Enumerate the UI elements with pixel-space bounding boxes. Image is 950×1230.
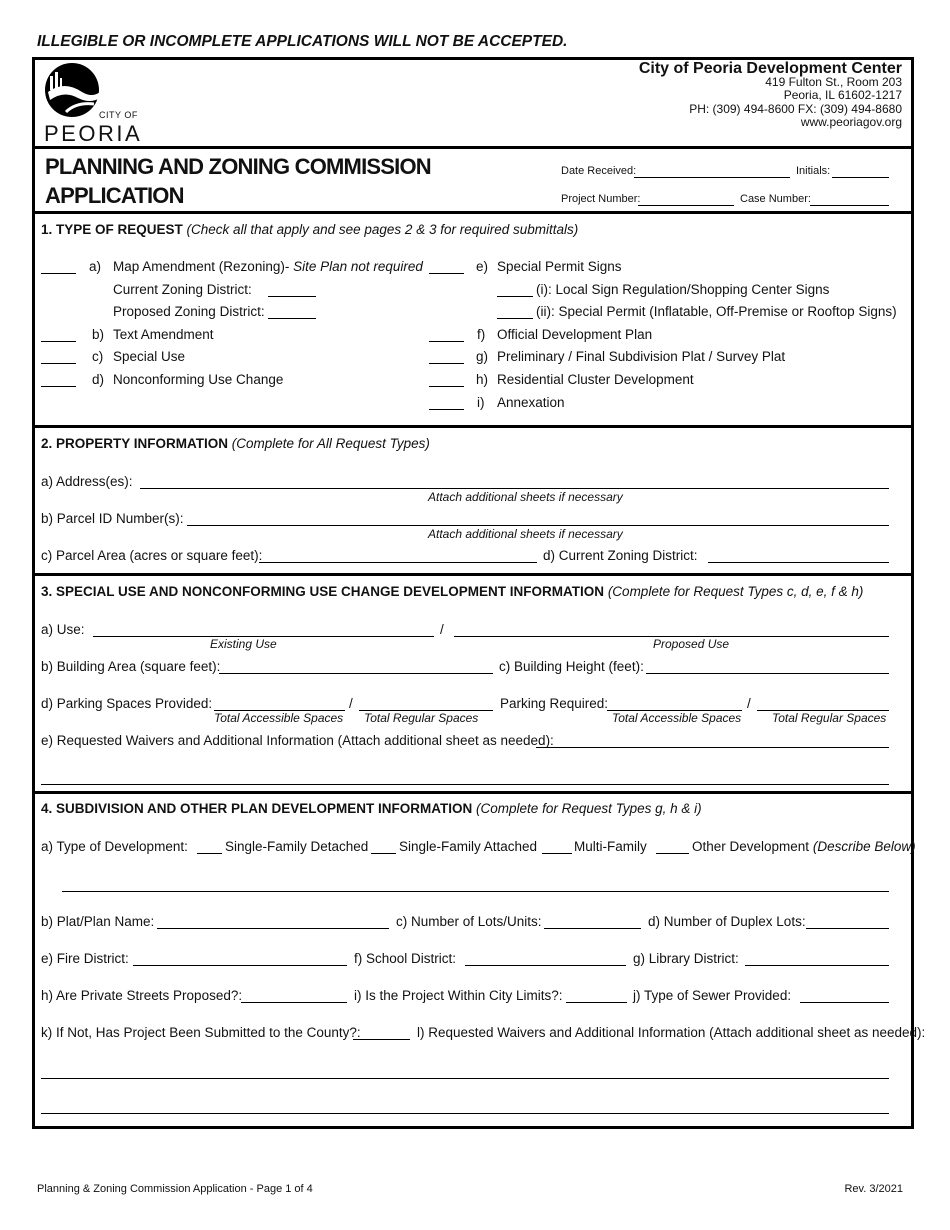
waivers-4-field[interactable] <box>41 1078 889 1079</box>
other-description-field[interactable] <box>62 891 889 892</box>
duplex-field[interactable] <box>806 928 889 929</box>
center-address2: Peoria, IL 61602-1217 <box>783 88 902 102</box>
existing-use-caption: Existing Use <box>210 637 277 651</box>
item-h-label: Residential Cluster Development <box>497 372 694 387</box>
building-height-field[interactable] <box>646 673 889 674</box>
item-a-label: Map Amendment (Rezoning)- Site Plan not required <box>113 259 423 274</box>
item-b-label: Text Amendment <box>113 327 214 342</box>
sfd-label: Single-Family Detached <box>225 839 369 854</box>
waivers-label: e) Requested Waivers and Additional Information (Attach additional sheet as needed): <box>41 733 554 748</box>
building-area-label: b) Building Area (square feet): <box>41 659 221 674</box>
city-limits-field[interactable] <box>566 1002 627 1003</box>
item-d-letter: d) <box>92 372 105 387</box>
use-label: a) Use: <box>41 622 85 637</box>
item-f-letter: f) <box>477 327 486 342</box>
use-slash: / <box>440 622 444 637</box>
divider <box>32 211 914 214</box>
building-area-field[interactable] <box>219 673 493 674</box>
check-sfa[interactable] <box>371 853 396 854</box>
parking-required-label: Parking Required: <box>500 696 609 711</box>
parking-provided-label: d) Parking Spaces Provided: <box>41 696 213 711</box>
city-logo <box>42 62 102 121</box>
attach-note: Attach additional sheets if necessary <box>428 527 623 541</box>
parcel-area-label: c) Parcel Area (acres or square feet): <box>41 548 263 563</box>
project-number-label: Project Number: <box>561 193 641 205</box>
zoning-district-label: d) Current Zoning District: <box>543 548 698 563</box>
item-c-letter: c) <box>92 349 104 364</box>
waivers-field[interactable] <box>536 747 889 748</box>
required-slash: / <box>747 696 751 711</box>
lots-label: c) Number of Lots/Units: <box>396 914 542 929</box>
plat-name-label: b) Plat/Plan Name: <box>41 914 155 929</box>
section-1-heading: 1. TYPE OF REQUEST (Check all that apply and see pages 2 & 3 for required submittals) <box>41 222 579 237</box>
county-field[interactable] <box>353 1039 410 1040</box>
footer-page: Planning & Zoning Commission Application - Page 1 of 4 <box>37 1183 313 1195</box>
item-a-letter: a) <box>89 259 102 274</box>
logo-name: PEORIA <box>44 121 143 146</box>
library-district-field[interactable] <box>745 965 889 966</box>
item-e-letter: e) <box>476 259 489 274</box>
center-address1: 419 Fulton St., Room 203 <box>765 74 902 89</box>
check-text-amendment[interactable] <box>41 341 76 342</box>
waivers-field-line2[interactable] <box>41 784 889 785</box>
check-residential-cluster[interactable] <box>429 386 464 387</box>
item-e-i-label: (i): Local Sign Regulation/Shopping Center Signs <box>536 282 830 297</box>
item-i-label: Annexation <box>497 395 565 410</box>
item-i-letter: i) <box>477 395 485 410</box>
case-number-label: Case Number: <box>740 193 811 205</box>
center-info <box>639 62 902 130</box>
section-3-heading: 3. SPECIAL USE AND NONCONFORMING USE CHANGE DEVELOPMENT INFORMATION (Complete for Request Types c, d, e, f & h) <box>41 584 864 599</box>
proposed-zoning-field[interactable] <box>268 318 316 319</box>
project-number-field[interactable] <box>638 205 734 206</box>
item-g-label: Preliminary / Final Subdivision Plat / Survey Plat <box>497 349 786 364</box>
check-sfd[interactable] <box>197 853 222 854</box>
check-special-use[interactable] <box>41 363 76 364</box>
mf-label: Multi-Family <box>574 839 647 854</box>
proposed-zoning-label: Proposed Zoning District: <box>113 304 265 319</box>
check-subdivision-plat[interactable] <box>429 363 464 364</box>
date-received-field[interactable] <box>634 177 790 178</box>
item-h-letter: h) <box>476 372 489 387</box>
sewer-label: j) Type of Sewer Provided: <box>633 988 792 1003</box>
item-c-label: Special Use <box>113 349 186 364</box>
current-zoning-field[interactable] <box>268 296 316 297</box>
plat-name-field[interactable] <box>157 928 389 929</box>
address-field[interactable] <box>140 488 889 489</box>
check-official-plan[interactable] <box>429 341 464 342</box>
attach-note: Attach additional sheets if necessary <box>428 490 623 504</box>
other-label: Other Development (Describe Below) <box>692 839 916 854</box>
caption-regular: Total Regular Spaces <box>772 711 887 725</box>
case-number-field[interactable] <box>810 205 889 206</box>
building-height-label: c) Building Height (feet): <box>499 659 644 674</box>
center-phone: PH: (309) 494-8600 FX: (309) 494-8680 <box>689 101 902 116</box>
parcel-id-label: b) Parcel ID Number(s): <box>41 511 184 526</box>
item-e-ii-label: (ii): Special Permit (Inflatable, Off-Premise or Rooftop Signs) <box>536 304 897 319</box>
private-streets-label: h) Are Private Streets Proposed?: <box>41 988 243 1003</box>
sewer-field[interactable] <box>800 1002 889 1003</box>
check-map-amendment[interactable] <box>41 273 76 274</box>
city-limits-label: i) Is the Project Within City Limits?: <box>354 988 563 1003</box>
center-name: City of Peoria Development Center <box>638 60 902 77</box>
waivers-4-label: l) Requested Waivers and Additional Information (Attach additional sheet as needed): <box>417 1025 926 1040</box>
fire-district-label: e) Fire District: <box>41 951 129 966</box>
item-d-label: Nonconforming Use Change <box>113 372 284 387</box>
parking-slash: / <box>349 696 353 711</box>
sfa-label: Single-Family Attached <box>399 839 538 854</box>
caption-accessible: Total Accessible Spaces <box>612 711 742 725</box>
fire-district-field[interactable] <box>133 965 347 966</box>
current-zoning-label: Current Zoning District: <box>113 282 252 297</box>
item-b-letter: b) <box>92 327 105 342</box>
divider <box>32 425 914 428</box>
private-streets-field[interactable] <box>241 1002 347 1003</box>
school-district-field[interactable] <box>465 965 626 966</box>
parcel-id-field[interactable] <box>187 525 889 526</box>
caption-accessible: Total Accessible Spaces <box>214 711 344 725</box>
initials-field[interactable] <box>832 177 889 178</box>
section-4-heading: 4. SUBDIVISION AND OTHER PLAN DEVELOPMENT INFORMATION (Complete for Request Types g, h & i) <box>41 801 702 816</box>
check-annexation[interactable] <box>429 409 464 410</box>
check-other[interactable] <box>656 853 689 854</box>
page-title: PLANNING AND ZONING COMMISSION <box>45 154 431 179</box>
lots-field[interactable] <box>544 928 641 929</box>
caption-regular: Total Regular Spaces <box>364 711 479 725</box>
section-2-heading: 2. PROPERTY INFORMATION (Complete for All Request Types) <box>41 436 430 451</box>
check-sign-ii[interactable] <box>497 318 533 319</box>
waivers-4-field-line2[interactable] <box>41 1113 889 1114</box>
item-g-letter: g) <box>476 349 489 364</box>
item-e-label: Special Permit Signs <box>497 259 622 274</box>
center-web[interactable]: www.peoriagov.org <box>800 115 902 129</box>
county-label: k) If Not, Has Project Been Submitted to the County?: <box>41 1025 361 1040</box>
divider <box>32 146 914 149</box>
dev-type-label: a) Type of Development: <box>41 839 188 854</box>
footer-revision: Rev. 3/2021 <box>844 1183 903 1195</box>
parcel-area-field[interactable] <box>259 562 537 563</box>
check-nonconforming[interactable] <box>41 386 76 387</box>
proposed-use-caption: Proposed Use <box>653 637 730 651</box>
page-title-line2: APPLICATION <box>45 183 184 208</box>
check-special-permit-signs[interactable] <box>429 273 464 274</box>
logo-city-of: CITY OF <box>99 110 138 120</box>
check-sign-i[interactable] <box>497 296 533 297</box>
item-f-label: Official Development Plan <box>497 327 653 342</box>
divider <box>32 791 914 794</box>
initials-label: Initials: <box>796 165 831 177</box>
divider <box>32 573 914 576</box>
address-label: a) Address(es): <box>41 474 133 489</box>
date-received-label: Date Received: <box>561 165 637 177</box>
zoning-district-field[interactable] <box>708 562 889 563</box>
library-district-label: g) Library District: <box>633 951 739 966</box>
check-multi-family[interactable] <box>542 853 572 854</box>
warning-text: ILLEGIBLE OR INCOMPLETE APPLICATIONS WILL NOT BE ACCEPTED. <box>37 33 568 50</box>
school-district-label: f) School District: <box>354 951 457 966</box>
duplex-label: d) Number of Duplex Lots: <box>648 914 806 929</box>
